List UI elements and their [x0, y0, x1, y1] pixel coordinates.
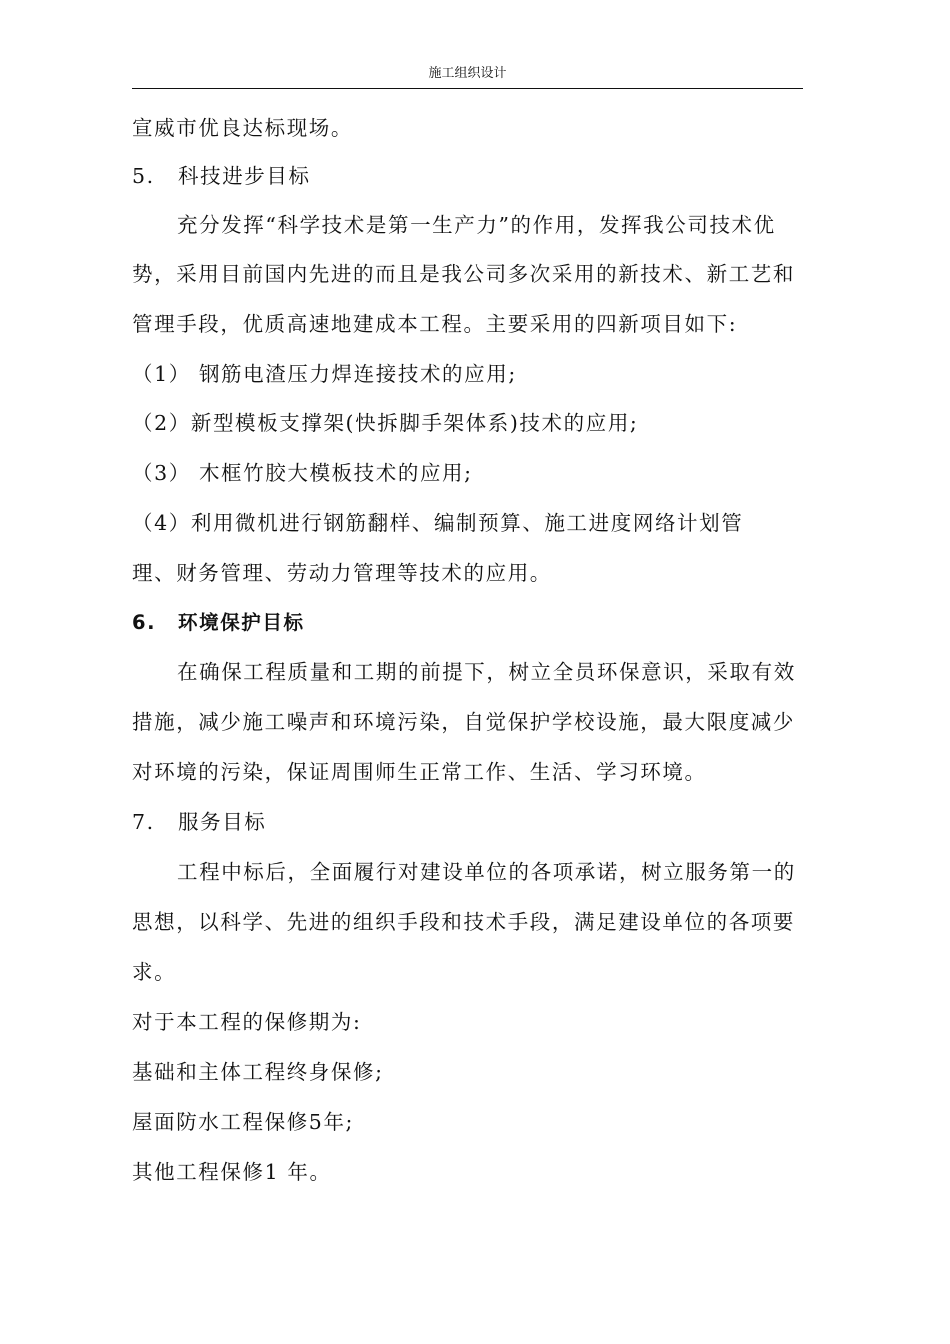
- list-item-continuation: 理、财务管理、劳动力管理等技术的应用。: [132, 561, 552, 585]
- paragraph-line: 充分发挥“科学技术是第一生产力”的作用，发挥我公司技术优: [177, 213, 776, 237]
- paragraph-line: 在确保工程质量和工期的前提下，树立全员环保意识，采取有效: [177, 660, 796, 684]
- section-heading-6: [132, 609, 804, 637]
- list-item: （2）新型模板支撑架(快拆脚手架体系)技术的应用;: [132, 411, 639, 435]
- warranty-item: 其他工程保修1 年。: [132, 1160, 332, 1184]
- paragraph-line: 对环境的污染，保证周围师生正常工作、生活、学习环境。: [132, 760, 707, 784]
- section-number: 7.: [132, 810, 155, 834]
- list-item: （4）利用微机进行钢筋翻样、编制预算、施工进度网络计划管: [132, 511, 744, 535]
- section-number: 6.: [132, 611, 157, 634]
- page-header: [132, 64, 803, 89]
- paragraph-line: 求。: [132, 960, 177, 984]
- paragraph-line: 管理手段，优质高速地建成本工程。主要采用的四新项目如下:: [132, 312, 738, 336]
- section-heading-5: [132, 162, 804, 190]
- list-item: （3） 木框竹胶大模板技术的应用;: [132, 461, 473, 485]
- paragraph-line: 措施，减少施工噪声和环境污染，自觉保护学校设施，最大限度减少: [132, 710, 795, 734]
- section-title: 科技进步目标: [178, 164, 311, 188]
- paragraph-line: 势，采用目前国内先进的而且是我公司多次采用的新技术、新工艺和: [132, 262, 795, 286]
- paragraph-line: 思想，以科学、先进的组织手段和技术手段，满足建设单位的各项要: [132, 910, 795, 934]
- section-number: 5.: [132, 164, 155, 188]
- header-title: 施工组织设计: [428, 66, 507, 81]
- warranty-intro: 对于本工程的保修期为:: [132, 1010, 362, 1034]
- paragraph-line: 工程中标后，全面履行对建设单位的各项承诺，树立服务第一的: [177, 860, 796, 884]
- list-item: （1） 钢筋电渣压力焊连接技术的应用;: [132, 362, 517, 386]
- section-heading-7: [132, 808, 804, 836]
- section-title: 环境保护目标: [178, 611, 305, 634]
- paragraph-line: 宣威市优良达标现场。: [132, 116, 353, 140]
- section-title: 服务目标: [178, 810, 267, 834]
- warranty-item: 基础和主体工程终身保修;: [132, 1060, 384, 1084]
- warranty-item: 屋面防水工程保修5年;: [132, 1110, 355, 1134]
